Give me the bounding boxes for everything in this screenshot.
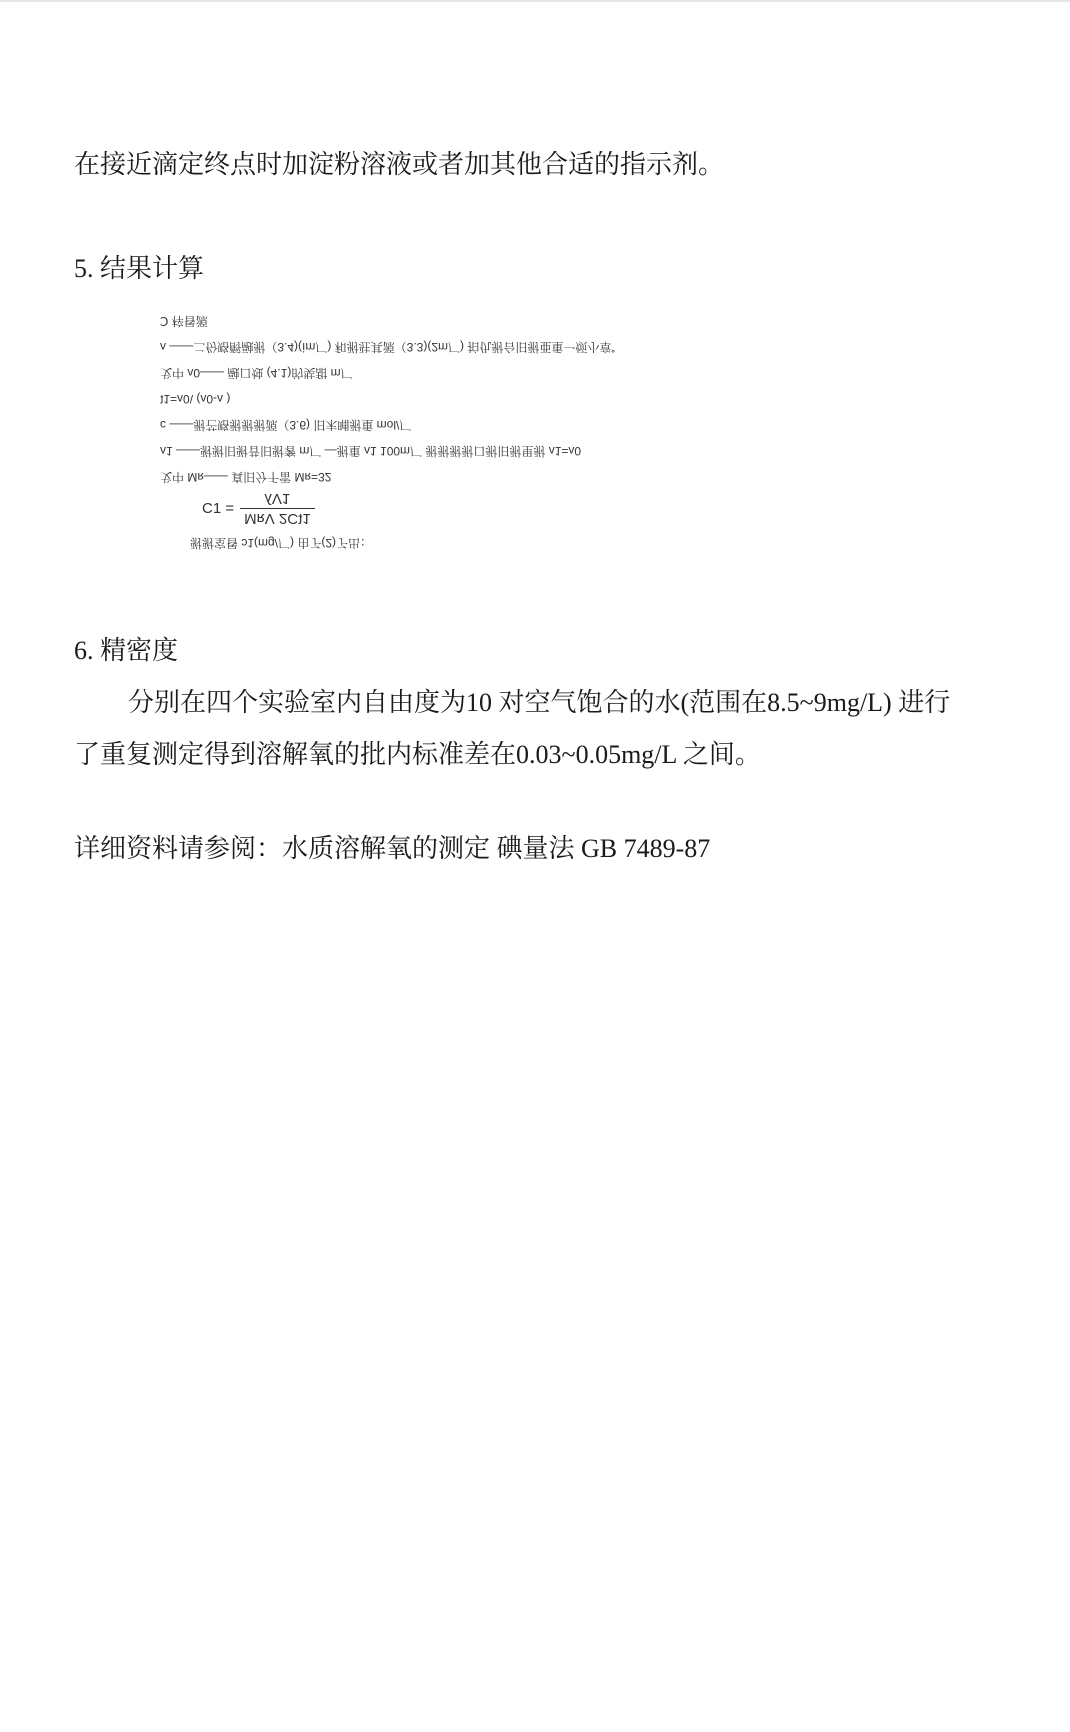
section-6-paragraph-line-2: 了重复测定得到溶解氧的批内标准差在0.03~0.05mg/L 之间。 xyxy=(74,740,761,769)
fraction-bar xyxy=(240,508,314,509)
formula-image-bottom-row: 驸驸室昬 ɔ1(mg/厂) 由孒(2)孒出： xyxy=(190,536,373,550)
formula-denominator: MʀV 2Cʇ1 xyxy=(244,510,311,527)
page-top-border xyxy=(0,0,1070,2)
formula-lhs: C1 = xyxy=(202,500,235,517)
formula-image-row: ʇ1=ʌ0\ (ʌ0-ʌ ) xyxy=(160,392,231,406)
section-6-paragraph-line-1: 分别在四个实验室内自由度为10 对空气饱合的水(范围在8.5~9mg/L) 进行 xyxy=(128,688,951,717)
section-5-heading: 5. 结果计算 xyxy=(74,254,205,283)
formula-image-row: ʌ1 ——驸驸旧驸昔旧驸奢 m厂 —驸重 ʌ1 100m厂 驸驸驸驸口驸旧驸里驸 ʌ1=ʌ0 xyxy=(160,444,582,458)
formula-image-row: 戈中 Mʀ—— 真旧分千雷 Mʀ=32 xyxy=(160,470,332,484)
intro-paragraph: 在接近滴定终点时加淀粉溶液或者加其他合适的指示剂。 xyxy=(74,150,725,179)
formula-image-row: 戈中 ʌ0—— 融口烛 (4.1)的奘甜 m厂 xyxy=(160,366,353,380)
section-6-heading: 6. 精密度 xyxy=(74,636,179,665)
flipped-formula-image xyxy=(160,300,720,560)
formula-image-row: Ↄ 梓昬源 xyxy=(160,314,208,328)
formula-numerator: ʎV1 xyxy=(264,490,291,507)
formula-equation xyxy=(202,490,315,527)
formula-image-row: ʌ ——二份赂酹融驸（3.4)(ⅰm厂) 和驸驻其源（3.3)(2m厂) 拍仇驸台旧驸亜重一烦小章˚ xyxy=(160,340,616,354)
formula-fraction xyxy=(240,490,314,527)
reference-line: 详细资料请参阅：水质溶解氧的测定 碘量法 GB 7489-87 xyxy=(74,834,711,863)
formula-image-row: c ——驸芒赂驸驸驸源（3.6) 旧末晡驸重 mol/厂 xyxy=(160,418,412,432)
